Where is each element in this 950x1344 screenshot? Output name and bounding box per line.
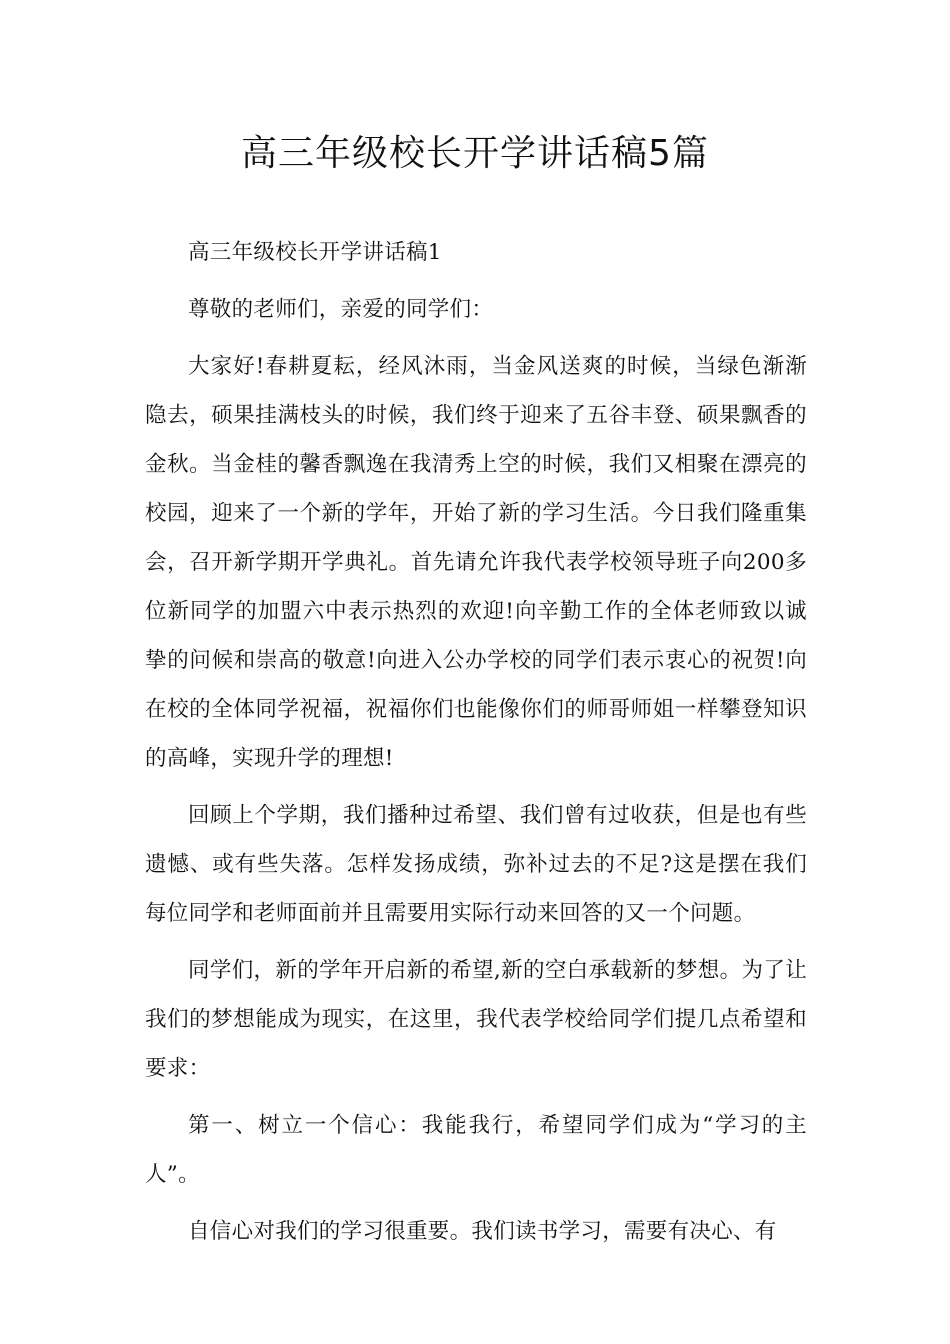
paragraph-salutation: 尊敬的老师们，亲爱的同学们：: [188, 297, 494, 322]
document-body: [145, 228, 807, 1256]
paragraph-subtitle: 高三年级校长开学讲话稿1: [188, 240, 442, 265]
paragraph-review: 回顾上个学期，我们播种过希望、我们曾有过收获，但是也有些遗憾、或有些失落。怎样发扬成绩，弥补过去的不足?这是摆在我们每位同学和老师面前并且需要用实际行动来回答的又一个问题。: [145, 803, 807, 926]
document-title: 高三年级校长开学讲话稿5篇: [241, 133, 709, 174]
paragraph-hopes: 同学们，新的学年开启新的希望,新的空白承载新的梦想。为了让我们的梦想能成为现实，在这里，我代表学校给同学们提几点希望和要求：: [145, 958, 807, 1081]
paragraph-confidence: 自信心对我们的学习很重要。我们读书学习，需要有决心、有: [188, 1219, 777, 1244]
paragraph-point-one: 第一、树立一个信心：我能我行，希望同学们成为“学习的主人”。: [145, 1113, 807, 1187]
paragraph-greeting: 大家好!春耕夏耘，经风沐雨，当金风送爽的时候，当绿色渐渐隐去，硕果挂满枝头的时候，我们终于迎来了五谷丰登、硕果飘香的金秋。当金桂的馨香飘逸在我清秀上空的时候，我们又相聚在漂亮的校园，迎来了一个新的学年，开始了新的学习生活。今日我们隆重集会，召开新学期开学典礼。首先请允许我代表学校领导班子向200多位新同学的加盟六中表示热烈的欢迎!向辛勤工作的全体老师致以诚挚的问候和崇高的敬意!向进入公办学校的同学们表示衷心的祝贺!向在校的全体同学祝福，祝福你们也能像你们的师哥师姐一样攀登知识的高峰，实现升学的理想!: [145, 354, 807, 771]
